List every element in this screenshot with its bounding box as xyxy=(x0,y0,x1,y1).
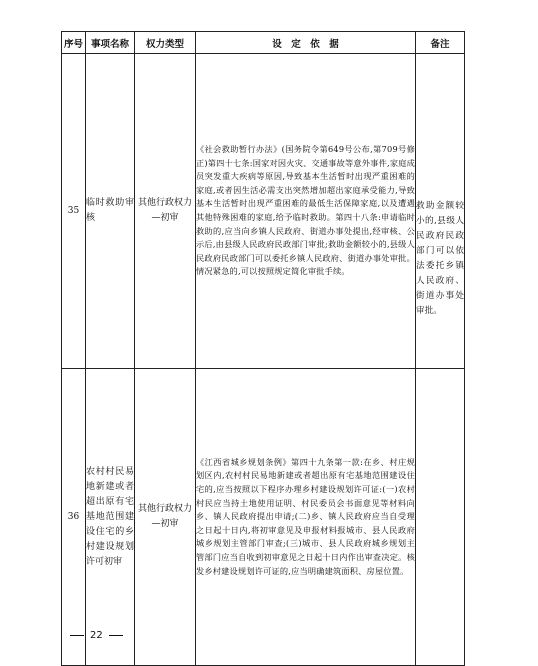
remark-cell xyxy=(416,54,465,369)
page-number: 22 xyxy=(90,630,103,641)
header-basis: 设 定 依 据 xyxy=(196,32,416,54)
power-type: 其他行政权力—初审 xyxy=(135,369,196,666)
legal-basis: 《社会救助暂行办法》(国务院令第649号公布,第709号修正)第四十七条:国家对因火灾、交通事故等意外事件,家庭成员突发重大疾病等原因,导致基本生活暂时出现严重困难的家庭,或者因生活必需支出突然增加超出家庭承受能力,导致基本生活暂时出现严重困难的最低生活保障家庭,以及遭遇其他特殊困难的家庭,给予临时救助。第四十八条:申请临时救助的,应当向乡镇人民政府、街道办事处提出,经审核、公示后,由县级人民政府民政部门审批;救助金额较小的,县级人民政府民政部门可以委托乡镇人民政府、街道办事处审批。情况紧急的,可以按照规定简化审批手续。 xyxy=(196,54,416,369)
table-row xyxy=(62,54,465,369)
legal-basis: 《江西省城乡规划条例》第四十九条第一款:在乡、村庄规划区内,农村村民易地新建或者超出原有宅基地范围建设住宅的,应当按照以下程序办理乡村建设规划许可证:(一)农村村民应当持土地使用证明、村民委员会书面意见等材料向乡、镇人民政府提出申请;(二)乡、镇人民政府应当自受理之日起十日内,将初审意见及申报材料报城市、县人民政府城乡规划主管部门审查;(三)城市、县人民政府城乡规划主管部门应当自收到初审意见之日起十日内作出审查决定。核发乡村建设规划许可证的,应当明确建筑面积、房屋位置。 xyxy=(196,369,416,666)
remark-text: 救助金额较小的,县级人民政府民政部门可以依法委托乡镇人民政府、街道办事处审批。 xyxy=(416,200,464,316)
item-name: 临时救助审核 xyxy=(86,54,135,369)
footer-dash-right xyxy=(109,635,123,636)
row-number: 35 xyxy=(62,54,86,369)
power-type: 其他行政权力—初审 xyxy=(135,54,196,369)
item-name: 农村村民易地新建或者超出原有宅基地范围建设住宅的乡村建设规划许可初审 xyxy=(86,369,135,666)
header-note: 备注 xyxy=(416,32,465,54)
header-name: 事项名称 xyxy=(86,32,135,54)
authority-table xyxy=(61,31,465,666)
header-no: 序号 xyxy=(62,32,86,54)
page-footer xyxy=(64,630,129,641)
row-number: 36 xyxy=(62,369,86,666)
remark-cell xyxy=(416,369,465,666)
table-row xyxy=(62,369,465,666)
footer-dash-left xyxy=(70,635,84,636)
header-type: 权力类型 xyxy=(135,32,196,54)
header-row xyxy=(62,32,465,54)
